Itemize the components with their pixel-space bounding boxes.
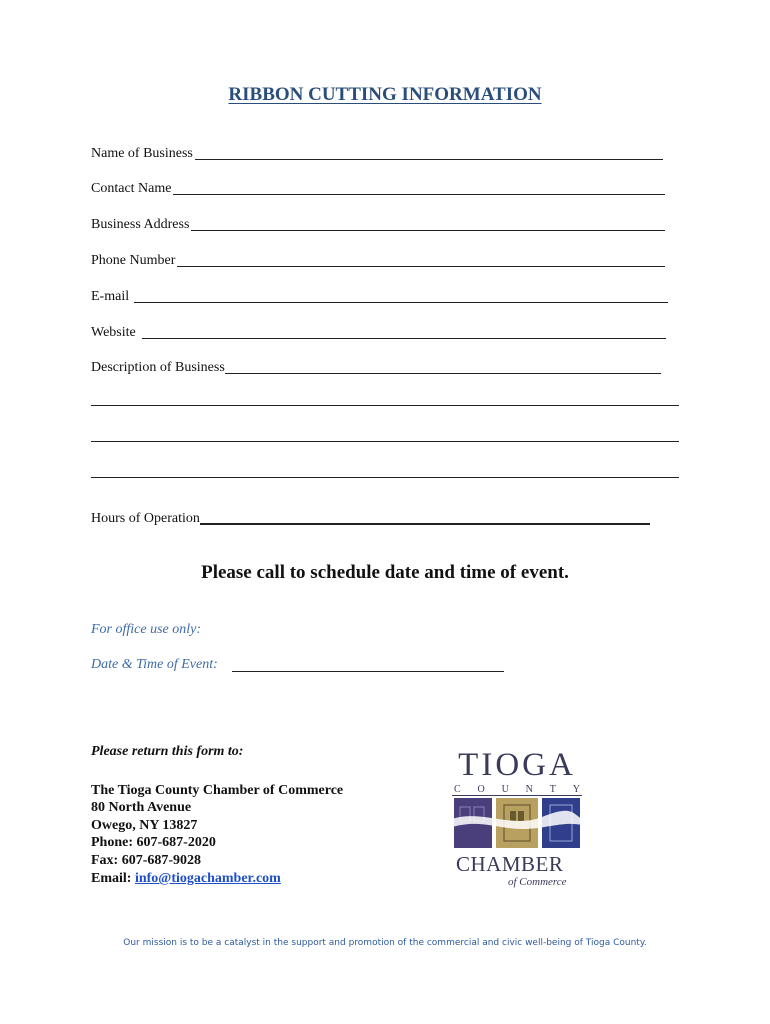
- schedule-notice: Please call to schedule date and time of event.: [201, 562, 569, 583]
- logo-county-letter: Y: [572, 784, 580, 795]
- hours-field[interactable]: [91, 505, 650, 527]
- office-use-heading: For office use only:: [91, 622, 202, 637]
- contact-name-label: Contact Name: [91, 181, 172, 196]
- logo-county-letter: N: [525, 784, 533, 795]
- contact-name-input-line[interactable]: [173, 194, 665, 195]
- business-address-field[interactable]: [91, 211, 665, 233]
- description-line-2[interactable]: [91, 405, 679, 406]
- business-address-input-line[interactable]: [191, 230, 665, 231]
- logo-county-text: [454, 784, 580, 795]
- website-input-line[interactable]: [142, 338, 666, 339]
- return-org: The Tioga County Chamber of Commerce: [91, 783, 344, 798]
- logo-emblem-icon: [452, 795, 582, 851]
- return-phone: Phone: 607-687-2020: [91, 835, 216, 850]
- logo-tioga-text: TIOGA: [458, 747, 576, 783]
- logo-county-letter: U: [501, 784, 509, 795]
- email-field[interactable]: [91, 283, 668, 305]
- event-date-label: Date & Time of Event:: [91, 657, 218, 672]
- business-name-label: Name of Business: [91, 146, 193, 161]
- description-input-line[interactable]: [225, 373, 661, 374]
- logo-chamber-text: CHAMBER: [456, 852, 564, 876]
- event-date-input-line[interactable]: [232, 671, 504, 672]
- business-name-field[interactable]: [91, 140, 663, 162]
- mission-statement: Our mission is to be a catalyst in the support and promotion of the commercial and civic well-being of Tioga County.: [123, 938, 647, 948]
- logo-county-letter: C: [454, 784, 461, 795]
- return-fax: Fax: 607-687-9028: [91, 853, 202, 868]
- return-street: 80 North Avenue: [91, 800, 192, 815]
- phone-number-input-line[interactable]: [177, 266, 665, 267]
- email-input-line[interactable]: [134, 302, 668, 303]
- phone-number-field[interactable]: [91, 247, 665, 269]
- phone-number-label: Phone Number: [91, 253, 176, 268]
- return-city: Owego, NY 13827: [91, 818, 198, 833]
- website-label: Website: [91, 325, 136, 340]
- website-field[interactable]: [91, 319, 666, 341]
- return-email-line: [91, 870, 281, 888]
- logo-of-commerce-text: of Commerce: [508, 876, 567, 888]
- business-name-input-line[interactable]: [195, 159, 663, 160]
- form-title: RIBBON CUTTING INFORMATION: [228, 84, 542, 105]
- return-email-label: Email:: [91, 871, 132, 886]
- description-label: Description of Business: [91, 360, 225, 375]
- hours-input-line[interactable]: [200, 523, 650, 525]
- hours-label: Hours of Operation: [91, 511, 200, 526]
- description-line-4[interactable]: [91, 477, 679, 478]
- chamber-logo: [452, 748, 592, 896]
- logo-county-letter: T: [549, 784, 556, 795]
- return-heading: Please return this form to:: [91, 744, 244, 759]
- return-email-link[interactable]: info@tiogachamber.com: [134, 871, 281, 886]
- description-field[interactable]: [91, 354, 661, 376]
- contact-name-field[interactable]: [91, 175, 665, 197]
- description-line-3[interactable]: [91, 441, 679, 442]
- logo-county-letter: O: [477, 784, 485, 795]
- email-label: E-mail: [91, 289, 130, 304]
- business-address-label: Business Address: [91, 217, 190, 232]
